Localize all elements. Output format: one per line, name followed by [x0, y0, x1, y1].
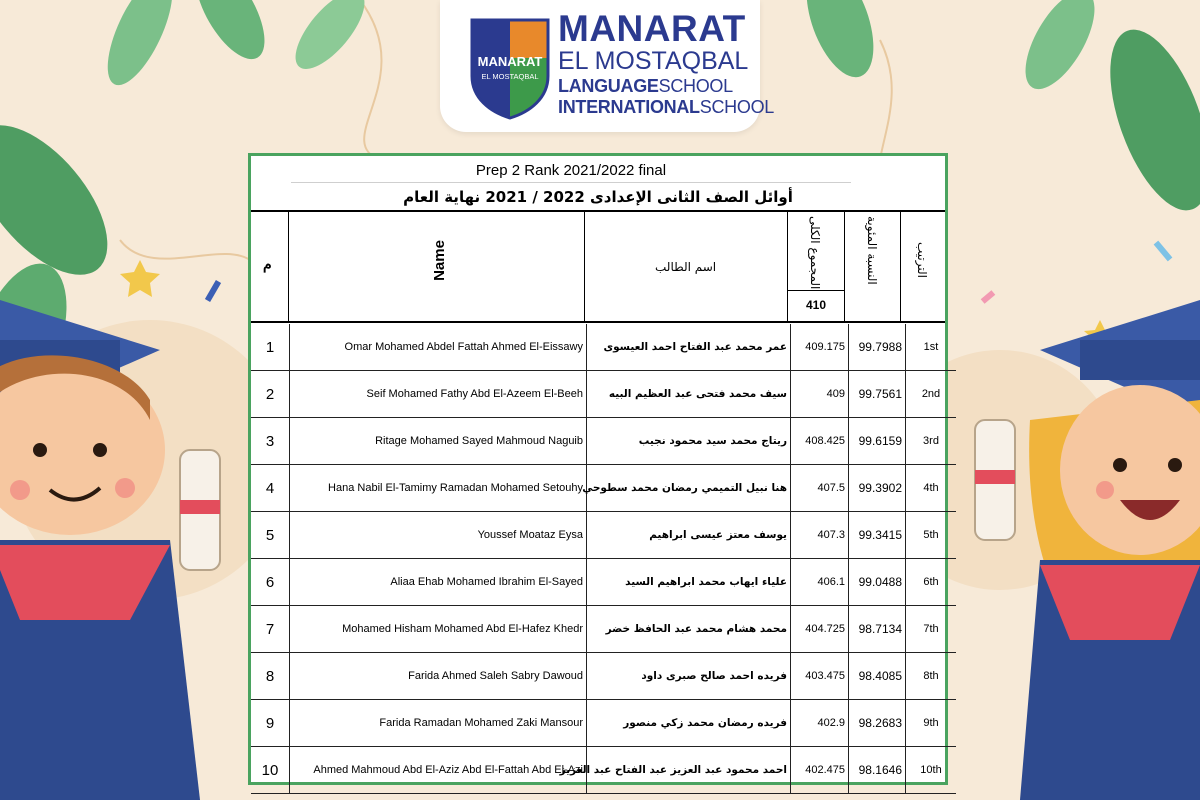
student-name-ar: فريده رمضان محمد زكي منصور — [587, 700, 791, 747]
school-shield-icon — [468, 16, 552, 120]
student-rank: 10th — [906, 747, 957, 794]
student-rank: 9th — [906, 700, 957, 747]
student-name-ar: هنا نبيل التميمي رمضان محمد سطوحي — [587, 465, 791, 512]
table-row — [251, 465, 956, 512]
header-name-ar — [585, 212, 788, 322]
student-name-ar: يوسف معتز عيسى ابراهيم — [587, 512, 791, 559]
row-number: 7 — [251, 606, 290, 653]
student-total: 404.725 — [791, 606, 849, 653]
table-row — [251, 559, 956, 606]
student-name-ar: عمر محمد عبد الفتاح احمد العيسوى — [587, 324, 791, 371]
student-percent: 99.6159 — [849, 418, 906, 465]
rank-table — [251, 324, 956, 794]
logo-line2: EL MOSTAQBAL — [558, 47, 749, 75]
student-total: 407.3 — [791, 512, 849, 559]
student-rank: 8th — [906, 653, 957, 700]
header-rank — [901, 212, 945, 322]
rank-document — [248, 153, 948, 785]
student-total: 409 — [791, 371, 849, 418]
student-rank: 2nd — [906, 371, 957, 418]
row-number: 8 — [251, 653, 290, 700]
student-rank: 1st — [906, 324, 957, 371]
student-name-ar: فريده احمد صالح صبرى داود — [587, 653, 791, 700]
document-title-en: Prep 2 Rank 2021/2022 final — [291, 160, 851, 183]
table-row — [251, 606, 956, 653]
student-total: 408.425 — [791, 418, 849, 465]
student-name-en: Farida Ahmed Saleh Sabry Dawoud — [290, 653, 587, 700]
student-name-ar: احمد محمود عبد العزيز عبد الفتاح عبد العزيز — [587, 747, 791, 794]
student-name-en: Omar Mohamed Abdel Fattah Ahmed El-Eissawy — [290, 324, 587, 371]
table-row — [251, 700, 956, 747]
logo-line1: MANARAT — [558, 8, 746, 49]
table-row — [251, 747, 956, 794]
student-rank: 7th — [906, 606, 957, 653]
row-number: 4 — [251, 465, 290, 512]
student-name-en: Ritage Mohamed Sayed Mahmoud Naguib — [290, 418, 587, 465]
row-number: 1 — [251, 324, 290, 371]
table-row — [251, 653, 956, 700]
student-percent: 99.3902 — [849, 465, 906, 512]
header-name-en — [289, 212, 585, 322]
row-number: 3 — [251, 418, 290, 465]
row-number: 5 — [251, 512, 290, 559]
row-number: 2 — [251, 371, 290, 418]
student-percent: 99.7561 — [849, 371, 906, 418]
header-rank-label: الترتيب — [915, 242, 929, 278]
student-name-ar: ريتاج محمد سيد محمود نجيب — [587, 418, 791, 465]
document-title-ar: أوائل الصف الثانى الإعدادى 2022 / 2021 نهاية العام — [251, 184, 945, 212]
leaf-icon — [95, 0, 376, 94]
header-m-label: م — [263, 256, 272, 272]
student-percent: 98.2683 — [849, 700, 906, 747]
table-row — [251, 371, 956, 418]
student-name-ar: علياء ايهاب محمد ابراهيم السيد — [587, 559, 791, 606]
header-total-label: المجموع الكلى — [808, 216, 822, 290]
student-total: 409.175 — [791, 324, 849, 371]
school-logo — [440, 0, 774, 132]
header-m — [251, 212, 289, 322]
header-name-ar-label: اسم الطالب — [655, 260, 717, 274]
row-number: 6 — [251, 559, 290, 606]
student-total: 402.9 — [791, 700, 849, 747]
student-percent: 98.1646 — [849, 747, 906, 794]
student-name-en: Ahmed Mahmoud Abd El-Aziz Abd El-Fattah Abd El-Azi — [290, 747, 587, 794]
logo-line4-rest: SCHOOL — [699, 97, 774, 117]
student-rank: 5th — [906, 512, 957, 559]
header-name-en-label: Name — [430, 240, 448, 281]
student-total: 407.5 — [791, 465, 849, 512]
row-number: 10 — [251, 747, 290, 794]
student-rank: 4th — [906, 465, 957, 512]
shield-line2: EL MOSTAQBAL — [481, 72, 539, 81]
student-name-en: Farida Ramadan Mohamed Zaki Mansour — [290, 700, 587, 747]
header-percent — [845, 212, 901, 322]
logo-line3-rest: SCHOOL — [658, 76, 733, 96]
logo-line3-bold: LANGUAGE — [558, 76, 659, 96]
table-row — [251, 418, 956, 465]
logo-line4-bold: INTERNATIONAL — [558, 97, 700, 117]
student-total: 402.475 — [791, 747, 849, 794]
student-name-en: Aliaa Ehab Mohamed Ibrahim El-Sayed — [290, 559, 587, 606]
student-total: 406.1 — [791, 559, 849, 606]
student-name-en: Hana Nabil El-Tamimy Ramadan Mohamed Setouhy — [290, 465, 587, 512]
table-row — [251, 512, 956, 559]
student-rank: 6th — [906, 559, 957, 606]
student-percent: 99.0488 — [849, 559, 906, 606]
student-percent: 99.7988 — [849, 324, 906, 371]
student-name-ar: سيف محمد فتحى عبد العظيم البيه — [587, 371, 791, 418]
student-name-en: Mohamed Hisham Mohamed Abd El-Hafez Khedr — [290, 606, 587, 653]
student-total: 403.475 — [791, 653, 849, 700]
header-total — [788, 212, 845, 322]
table-row — [251, 324, 956, 371]
student-percent: 98.7134 — [849, 606, 906, 653]
student-percent: 99.3415 — [849, 512, 906, 559]
shield-line1: MANARAT — [477, 54, 543, 69]
student-name-ar: محمد هشام محمد عبد الحافظ خضر — [587, 606, 791, 653]
student-rank: 3rd — [906, 418, 957, 465]
student-name-en: Youssef Moataz Eysa — [290, 512, 587, 559]
header-percent-label: النسبة المئوية — [865, 216, 879, 285]
student-percent: 98.4085 — [849, 653, 906, 700]
row-number: 9 — [251, 700, 290, 747]
header-total-max: 410 — [806, 298, 827, 312]
student-name-en: Seif Mohamed Fathy Abd El-Azeem El-Beeh — [290, 371, 587, 418]
